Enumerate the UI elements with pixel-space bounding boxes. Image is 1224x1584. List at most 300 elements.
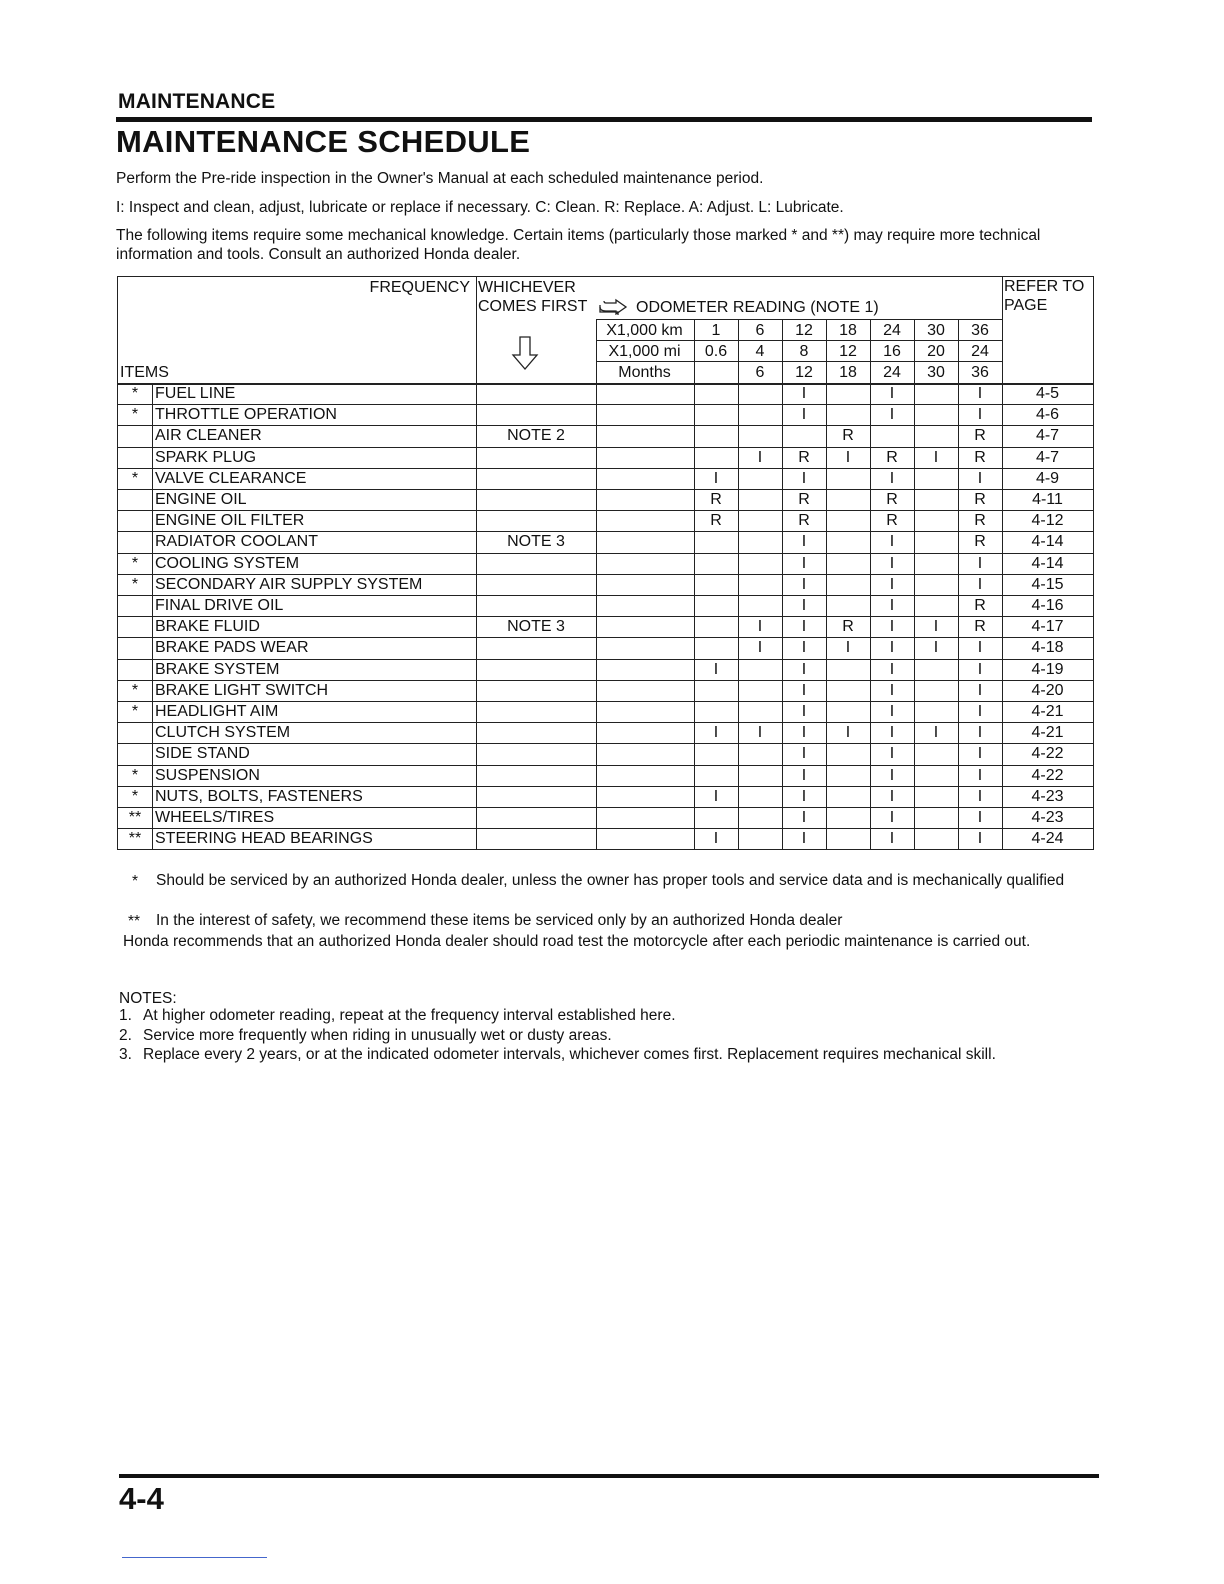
unit-label-km: X1,000 km	[606, 322, 683, 339]
grid-line	[596, 319, 597, 849]
odometer-label: ODOMETER READING (NOTE 1)	[636, 299, 879, 316]
row-interval-cell: I	[977, 681, 983, 699]
row-page-ref: 4-22	[1031, 745, 1064, 763]
row-page-ref: 4-14	[1031, 533, 1064, 551]
row-interval-cell: I	[801, 703, 807, 720]
row-interval-cell: I	[933, 448, 939, 466]
interval-value: 6	[755, 364, 765, 381]
row-item: AIR CLEANER	[155, 427, 262, 445]
row-note	[476, 510, 596, 531]
comes-first-label: COMES FIRST	[478, 298, 588, 315]
row-interval-cell	[738, 574, 782, 595]
row-interval-cell: R	[974, 512, 986, 530]
grid-line	[118, 383, 1093, 385]
row-interval-cell	[694, 680, 738, 701]
footnote-road-test: Honda recommends that an authorized Honda dealer should road test the motorcycle after each periodic maintenance is carried out.	[123, 933, 1031, 950]
row-interval-cell	[826, 828, 870, 849]
row-interval-cell: I	[801, 787, 807, 805]
row-interval-cell	[694, 404, 738, 425]
note-text: Service more frequently when riding in unusually wet or dusty areas.	[143, 1027, 612, 1044]
unit-label-mi: X1,000 mi	[608, 343, 681, 360]
row-interval-cell	[826, 510, 870, 531]
row-interval-cell	[694, 574, 738, 595]
row-note	[476, 743, 596, 764]
row-interval-cell	[694, 447, 738, 468]
interval-value: 36	[971, 364, 989, 381]
row-mark	[118, 637, 152, 658]
row-page-ref: 4-16	[1031, 597, 1064, 614]
row-interval-cell: I	[801, 766, 807, 784]
row-interval-cell: I	[889, 660, 895, 678]
grid-line	[118, 553, 1093, 554]
row-interval-cell	[826, 765, 870, 786]
row-item: BRAKE LIGHT SWITCH	[155, 681, 329, 699]
row-interval-cell	[694, 531, 738, 552]
row-interval-cell: I	[801, 724, 807, 742]
row-interval-cell	[914, 531, 958, 552]
row-interval-cell	[914, 468, 958, 489]
row-interval-cell: I	[889, 575, 895, 593]
note-number: 1.	[119, 1007, 132, 1024]
row-interval-cell: I	[889, 703, 895, 720]
row-interval-cell	[914, 574, 958, 595]
row-interval-cell	[914, 765, 958, 786]
grid-line	[596, 340, 1002, 341]
row-mark: *	[131, 406, 139, 424]
row-interval-cell: I	[801, 469, 807, 487]
row-interval-cell: I	[977, 406, 983, 424]
row-interval-cell	[738, 553, 782, 574]
row-interval-cell: I	[757, 618, 763, 636]
grid-line	[914, 319, 915, 849]
row-interval-cell: R	[974, 491, 986, 508]
interval-value: 6	[755, 322, 765, 339]
row-interval-cell	[826, 743, 870, 764]
row-mark: *	[131, 575, 139, 593]
row-interval-cell: I	[889, 469, 895, 487]
row-interval-cell: I	[889, 809, 895, 826]
footer-link-line	[122, 1557, 267, 1558]
note-text: At higher odometer reading, repeat at the frequency interval established here.	[143, 1007, 676, 1024]
grid-line	[738, 319, 739, 849]
row-item: RADIATOR COOLANT	[155, 533, 318, 551]
row-interval-cell: I	[889, 724, 895, 742]
row-page-ref: 4-23	[1031, 787, 1064, 805]
arrow-right-icon	[596, 283, 634, 315]
row-item: CLUTCH SYSTEM	[155, 724, 291, 742]
row-page-ref: 4-24	[1031, 830, 1064, 848]
row-item: BRAKE FLUID	[155, 618, 260, 636]
interval-value: 12	[795, 322, 813, 339]
row-interval-cell: R	[974, 618, 986, 636]
row-interval-cell: I	[801, 554, 807, 572]
row-interval-cell: I	[845, 448, 851, 466]
row-interval-cell	[694, 765, 738, 786]
row-interval-cell: R	[842, 618, 854, 636]
row-interval-cell: I	[845, 639, 851, 657]
row-interval-cell: R	[974, 597, 986, 614]
row-interval-cell	[694, 383, 738, 404]
items-label: ITEMS	[120, 364, 169, 381]
row-interval-cell: I	[977, 575, 983, 593]
row-interval-cell	[738, 404, 782, 425]
row-interval-cell	[738, 489, 782, 510]
grid-line	[118, 616, 1093, 617]
interval-value	[694, 362, 738, 383]
row-note	[476, 383, 596, 404]
row-interval-cell	[826, 807, 870, 828]
row-mark	[118, 595, 152, 616]
row-interval-cell: I	[757, 724, 763, 742]
row-interval-cell: I	[933, 724, 939, 742]
row-mark	[118, 722, 152, 743]
row-interval-cell: I	[801, 745, 807, 763]
row-interval-cell	[914, 743, 958, 764]
row-interval-cell: I	[977, 724, 983, 742]
grid-line	[118, 595, 1093, 596]
page-title: MAINTENANCE SCHEDULE	[116, 124, 531, 159]
row-interval-cell: R	[798, 448, 810, 466]
row-interval-cell: R	[974, 427, 986, 445]
row-interval-cell	[738, 828, 782, 849]
grid-line	[118, 680, 1093, 681]
row-interval-cell	[694, 701, 738, 722]
interval-value: 30	[927, 322, 945, 339]
row-page-ref: 4-9	[1035, 469, 1060, 487]
row-interval-cell: I	[889, 554, 895, 572]
row-interval-cell: R	[710, 491, 722, 508]
row-mark: *	[131, 681, 139, 699]
row-item: THROTTLE OPERATION	[155, 406, 337, 424]
row-interval-cell	[738, 510, 782, 531]
row-item: COOLING SYSTEM	[155, 554, 300, 572]
grid-line	[118, 659, 1093, 660]
row-mark	[118, 531, 152, 552]
grid-line	[118, 637, 1093, 638]
row-interval-cell	[914, 383, 958, 404]
grid-line	[118, 404, 1093, 405]
row-note	[476, 786, 596, 807]
grid-line	[476, 277, 477, 849]
row-interval-cell	[694, 637, 738, 658]
frequency-label: FREQUENCY	[369, 279, 470, 296]
grid-line	[596, 319, 1002, 320]
row-item: BRAKE PADS WEAR	[155, 639, 309, 657]
whichever-label: WHICHEVER	[478, 279, 576, 296]
row-interval-cell: R	[974, 448, 986, 466]
row-note	[476, 680, 596, 701]
row-note	[476, 722, 596, 743]
interval-value: 0.6	[704, 343, 728, 360]
row-mark	[118, 743, 152, 764]
grid-line	[118, 531, 1093, 532]
row-interval-cell: I	[801, 809, 807, 826]
row-item: BRAKE SYSTEM	[155, 660, 280, 678]
row-interval-cell: R	[798, 512, 810, 530]
row-note	[476, 637, 596, 658]
row-item: STEERING HEAD BEARINGS	[155, 830, 373, 848]
grid-line	[118, 828, 1093, 829]
row-item: ENGINE OIL	[155, 491, 247, 508]
row-note: NOTE 3	[507, 533, 565, 551]
intro-paragraph: The following items require some mechanical knowledge. Certain items (particularly those marked * and **) may require more technical information and tools. Consult an authorized Honda dealer.	[116, 227, 1041, 263]
grid-line	[118, 807, 1093, 808]
row-interval-cell	[694, 595, 738, 616]
row-note: NOTE 2	[507, 427, 565, 445]
row-interval-cell	[694, 425, 738, 446]
row-interval-cell	[738, 595, 782, 616]
row-mark: *	[131, 766, 139, 784]
row-page-ref: 4-15	[1031, 575, 1064, 593]
row-interval-cell	[782, 425, 826, 446]
row-interval-cell: I	[713, 787, 719, 805]
row-interval-cell	[826, 383, 870, 404]
interval-value: 16	[883, 343, 901, 360]
interval-value: 18	[839, 364, 857, 381]
row-interval-cell	[870, 425, 914, 446]
row-page-ref: 4-19	[1031, 660, 1064, 678]
row-interval-cell: I	[801, 830, 807, 848]
row-interval-cell: I	[713, 660, 719, 678]
row-mark	[118, 659, 152, 680]
row-interval-cell	[826, 468, 870, 489]
row-page-ref: 4-12	[1031, 512, 1064, 530]
row-interval-cell	[738, 425, 782, 446]
interval-value: 20	[927, 343, 945, 360]
grid-line	[782, 319, 783, 849]
row-page-ref: 4-18	[1031, 639, 1064, 657]
top-rule	[116, 117, 1092, 122]
row-interval-cell	[738, 807, 782, 828]
row-interval-cell	[914, 680, 958, 701]
row-interval-cell: I	[977, 639, 983, 657]
maintenance-table	[117, 276, 1094, 850]
row-interval-cell	[826, 531, 870, 552]
row-item: WHEELS/TIRES	[155, 809, 275, 826]
row-interval-cell: I	[801, 406, 807, 424]
row-interval-cell: I	[977, 385, 983, 402]
row-interval-cell	[826, 659, 870, 680]
row-item: NUTS, BOLTS, FASTENERS	[155, 787, 363, 805]
row-interval-cell: I	[977, 469, 983, 487]
row-item: SECONDARY AIR SUPPLY SYSTEM	[155, 575, 423, 593]
row-page-ref: 4-11	[1032, 491, 1063, 508]
row-interval-cell: R	[798, 491, 810, 508]
row-page-ref: 4-7	[1035, 448, 1060, 466]
row-interval-cell: I	[713, 830, 719, 848]
row-interval-cell	[914, 595, 958, 616]
row-interval-cell	[738, 701, 782, 722]
row-interval-cell	[738, 765, 782, 786]
grid-line	[118, 425, 1093, 426]
row-interval-cell: I	[933, 618, 939, 636]
row-interval-cell: I	[801, 660, 807, 678]
row-interval-cell	[738, 468, 782, 489]
grid-line	[1002, 277, 1003, 849]
page-number: 4-4	[119, 1481, 164, 1516]
row-interval-cell: I	[889, 639, 895, 657]
row-interval-cell	[914, 828, 958, 849]
row-interval-cell	[826, 574, 870, 595]
row-interval-cell: I	[801, 639, 807, 657]
note-number: 2.	[119, 1027, 132, 1044]
grid-line	[826, 319, 827, 849]
row-interval-cell: I	[889, 597, 895, 614]
row-interval-cell: I	[977, 745, 983, 763]
row-interval-cell	[914, 404, 958, 425]
row-interval-cell: I	[889, 681, 895, 699]
grid-line	[118, 701, 1093, 702]
row-interval-cell	[826, 595, 870, 616]
row-interval-cell	[914, 510, 958, 531]
row-note	[476, 828, 596, 849]
row-interval-cell: I	[977, 766, 983, 784]
grid-line	[958, 319, 959, 849]
row-note	[476, 595, 596, 616]
intro-paragraph: I: Inspect and clean, adjust, lubricate or replace if necessary. C: Clean. R: Replace. A: Adjust. L: Lubricate.	[116, 199, 844, 216]
row-interval-cell: R	[710, 512, 722, 530]
row-interval-cell	[694, 616, 738, 637]
row-mark: *	[131, 554, 139, 572]
row-interval-cell: I	[933, 639, 939, 657]
row-interval-cell: I	[889, 618, 895, 636]
grid-line	[870, 319, 871, 849]
row-note	[476, 447, 596, 468]
row-item: FINAL DRIVE OIL	[155, 597, 284, 614]
row-note	[476, 765, 596, 786]
grid-line	[118, 510, 1093, 511]
footnote-single-star: Should be serviced by an authorized Honda dealer, unless the owner has proper tools and service data and is mechanically qualified	[156, 872, 1065, 889]
row-interval-cell	[738, 680, 782, 701]
intro-paragraph: Perform the Pre-ride inspection in the Owner's Manual at each scheduled maintenance period.	[116, 170, 764, 187]
interval-value: 12	[839, 343, 857, 360]
row-page-ref: 4-23	[1031, 809, 1064, 826]
row-interval-cell: R	[886, 491, 898, 508]
row-interval-cell	[738, 531, 782, 552]
row-page-ref: 4-17	[1031, 618, 1064, 636]
row-interval-cell	[738, 383, 782, 404]
arrow-down-icon	[510, 335, 540, 373]
row-interval-cell: I	[889, 406, 895, 424]
footnote-double-star-mark: **	[128, 913, 141, 930]
row-interval-cell: I	[977, 809, 983, 826]
row-interval-cell	[826, 786, 870, 807]
row-page-ref: 4-7	[1035, 427, 1060, 445]
unit-label-months: Months	[618, 364, 671, 381]
interval-value: 12	[795, 364, 813, 381]
row-mark: *	[131, 469, 139, 487]
row-interval-cell: I	[977, 830, 983, 848]
row-page-ref: 4-22	[1031, 766, 1064, 784]
footnote-double-star: In the interest of safety, we recommend these items be serviced only by an authorized Honda dealer	[156, 912, 843, 929]
row-interval-cell: I	[801, 575, 807, 593]
grid-line	[118, 468, 1093, 469]
row-note	[476, 553, 596, 574]
row-interval-cell: I	[977, 787, 983, 805]
grid-line	[118, 489, 1093, 490]
row-interval-cell	[738, 786, 782, 807]
row-interval-cell: I	[889, 533, 895, 551]
row-interval-cell: I	[889, 787, 895, 805]
row-mark: *	[131, 703, 139, 720]
row-interval-cell: I	[713, 469, 719, 487]
row-item: VALVE CLEARANCE	[155, 469, 307, 487]
row-interval-cell: I	[801, 618, 807, 636]
row-interval-cell	[826, 404, 870, 425]
row-interval-cell	[738, 743, 782, 764]
note-number: 3.	[119, 1046, 132, 1063]
row-item: ENGINE OIL FILTER	[155, 512, 305, 530]
row-interval-cell: I	[977, 660, 983, 678]
row-interval-cell	[738, 659, 782, 680]
row-interval-cell	[694, 553, 738, 574]
row-interval-cell	[826, 680, 870, 701]
row-interval-cell	[914, 786, 958, 807]
grid-line	[118, 765, 1093, 766]
interval-value: 8	[799, 343, 809, 360]
row-interval-cell	[826, 701, 870, 722]
row-mark: *	[131, 385, 139, 402]
grid-line	[596, 361, 1002, 362]
row-note	[476, 574, 596, 595]
row-interval-cell: I	[889, 745, 895, 763]
interval-value: 24	[883, 364, 901, 381]
row-interval-cell: I	[801, 597, 807, 614]
interval-value: 36	[971, 322, 989, 339]
row-interval-cell: I	[889, 766, 895, 784]
grid-line	[118, 447, 1093, 448]
row-mark: *	[131, 787, 139, 805]
row-interval-cell: I	[801, 533, 807, 551]
row-interval-cell: I	[889, 830, 895, 848]
row-note	[476, 489, 596, 510]
row-mark	[118, 489, 152, 510]
row-note: NOTE 3	[507, 618, 565, 636]
row-item: SPARK PLUG	[155, 448, 257, 466]
row-interval-cell	[914, 807, 958, 828]
row-mark	[118, 510, 152, 531]
row-mark	[118, 616, 152, 637]
row-interval-cell: R	[886, 448, 898, 466]
grid-line	[118, 743, 1093, 744]
row-page-ref: 4-5	[1035, 385, 1060, 402]
interval-value: 4	[755, 343, 765, 360]
row-interval-cell	[914, 425, 958, 446]
row-interval-cell	[826, 553, 870, 574]
row-interval-cell: R	[886, 512, 898, 530]
grid-line	[694, 319, 695, 849]
row-mark: **	[128, 830, 142, 848]
interval-value: 30	[927, 364, 945, 381]
row-interval-cell: I	[977, 554, 983, 572]
note-text: Replace every 2 years, or at the indicated odometer intervals, whichever comes first. Replacement requires mechanical skill.	[143, 1046, 996, 1063]
row-interval-cell: I	[845, 724, 851, 742]
row-interval-cell: I	[801, 681, 807, 699]
row-interval-cell	[914, 659, 958, 680]
interval-value: 1	[711, 322, 721, 339]
row-interval-cell: I	[889, 385, 895, 402]
row-interval-cell	[694, 807, 738, 828]
row-interval-cell	[914, 701, 958, 722]
row-item: SUSPENSION	[155, 766, 260, 784]
grid-line	[118, 786, 1093, 787]
interval-value: 18	[839, 322, 857, 339]
row-note	[476, 468, 596, 489]
row-interval-cell	[914, 553, 958, 574]
row-interval-cell: I	[713, 724, 719, 742]
row-interval-cell	[914, 489, 958, 510]
row-note	[476, 404, 596, 425]
